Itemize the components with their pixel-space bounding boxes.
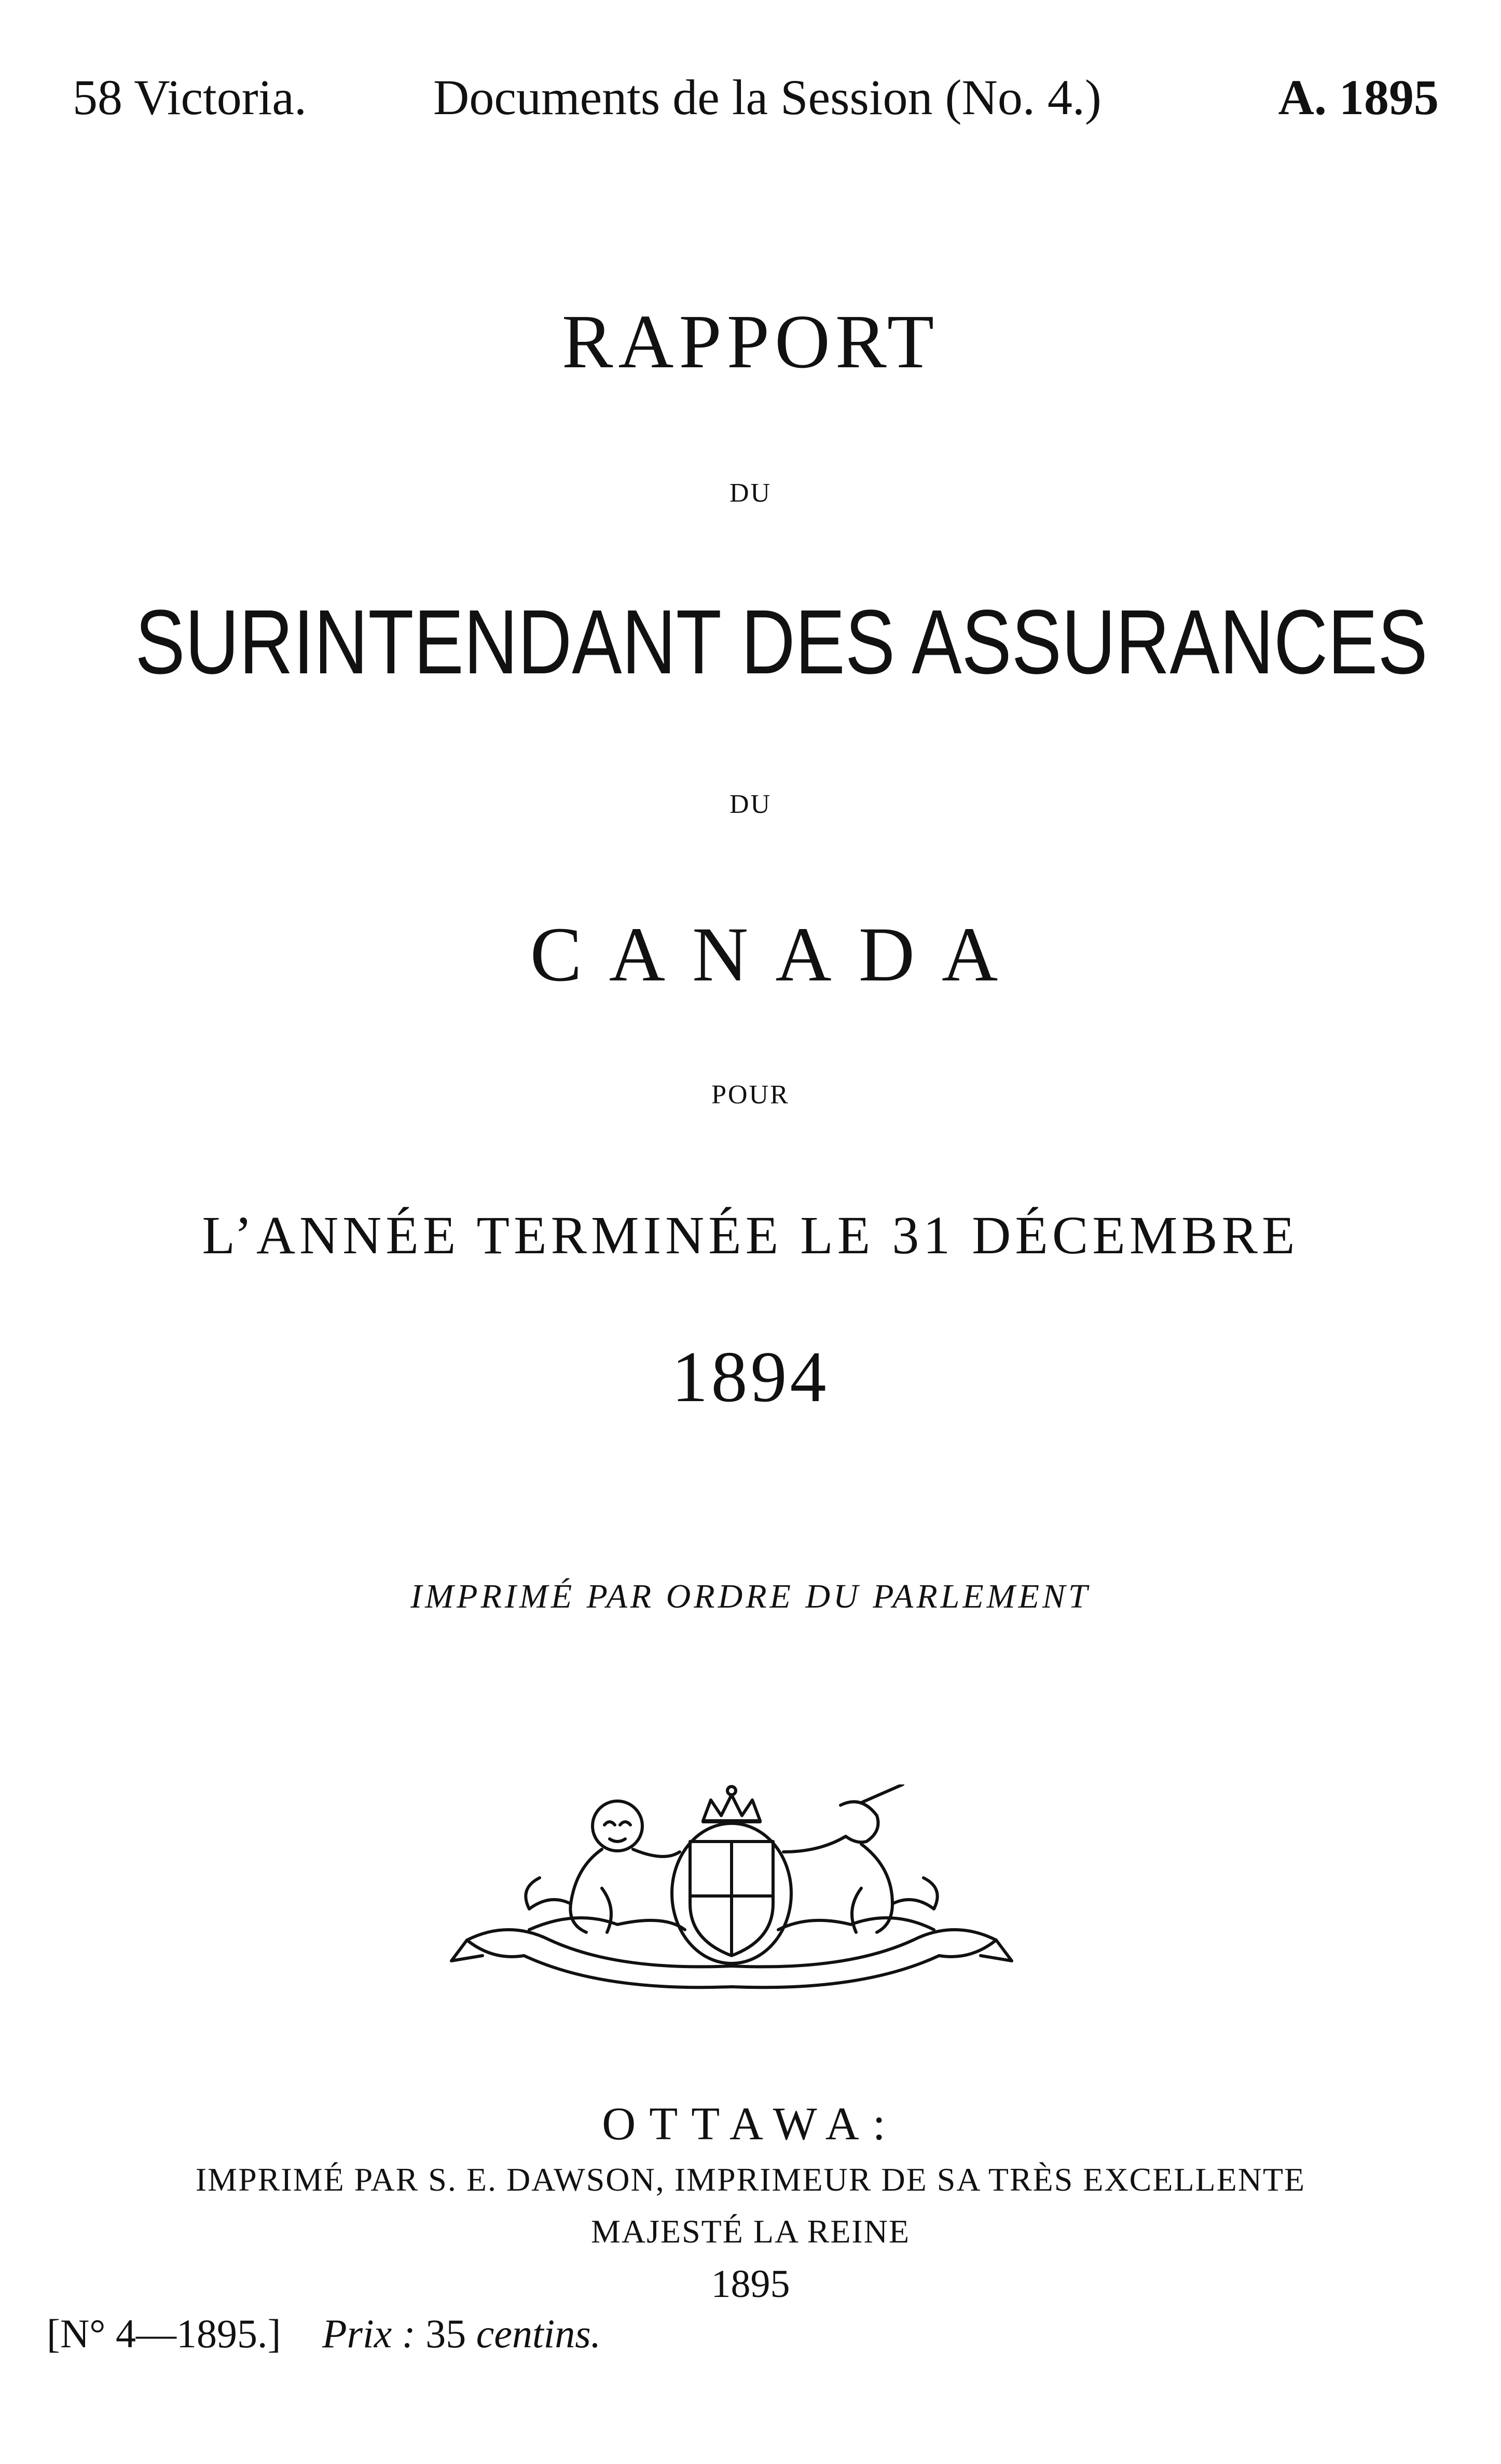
footer-prix-value: 35 [425, 2311, 466, 2356]
imprime-par-ordre: IMPRIMÉ PAR ORDRE DU PARLEMENT [410, 1577, 1091, 1615]
footer-prix-label: Prix : [322, 2311, 416, 2356]
footer-document-number: [N° 4—1895.] [47, 2311, 281, 2356]
title-surintendant: SURINTENDANT DES ASSURANCES [135, 591, 1428, 693]
imprint-city: OTTAWA: [602, 2098, 899, 2150]
title-du-1: DU [729, 478, 772, 508]
imprint-printer-line-1: IMPRIMÉ PAR S. E. DAWSON, IMPRIMEUR DE SA TRÈS EXCELLENTE [195, 2161, 1306, 2198]
title-pour: POUR [711, 1080, 790, 1110]
imprint-year: 1895 [711, 2262, 790, 2306]
royal-coat-of-arms-icon [446, 1784, 1017, 2002]
footer-prix-unit: centins. [476, 2311, 601, 2356]
title-year: 1894 [671, 1337, 830, 1417]
imprint-printer-line-2: MAJESTÉ LA REINE [590, 2213, 911, 2250]
header-volume: 58 Victoria. [73, 70, 307, 125]
title-canada: CANADA [530, 911, 1025, 998]
footer [47, 2311, 601, 2356]
title-annee: L’ANNÉE TERMINÉE LE 31 DÉCEMBRE [202, 1206, 1299, 1265]
header-year: A. 1895 [1278, 70, 1439, 125]
header-session-docs: Documents de la Session (No. 4.) [433, 70, 1101, 125]
title-du-2: DU [729, 790, 772, 819]
title-rapport: RAPPORT [561, 299, 940, 384]
